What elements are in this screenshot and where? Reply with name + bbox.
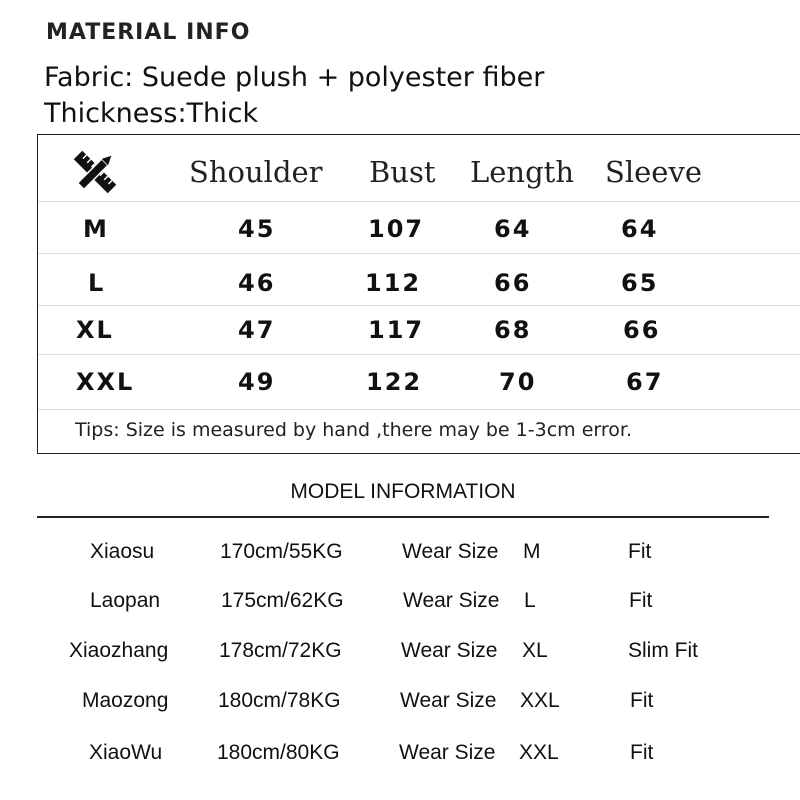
model-wear-size: XXL <box>520 689 560 712</box>
model-name: XiaoWu <box>89 741 163 764</box>
model-wear-size: XXL <box>519 741 559 764</box>
length-value: 64 <box>494 215 532 243</box>
model-stats: 180cm/80KG <box>217 741 340 764</box>
wear-size-label: Wear Size <box>402 540 499 563</box>
row-divider <box>38 354 800 355</box>
model-fit: Fit <box>629 589 653 612</box>
thickness-line: Thickness:Thick <box>44 98 259 129</box>
fabric-line: Fabric: Suede plush + polyester fiber <box>44 62 545 93</box>
wear-size-label: Wear Size <box>401 639 498 662</box>
shoulder-value: 46 <box>238 269 276 297</box>
material-info-title: MATERIAL INFO <box>46 20 251 45</box>
length-value: 66 <box>494 269 532 297</box>
sleeve-value: 65 <box>621 269 659 297</box>
row-divider <box>38 305 800 306</box>
row-divider <box>38 253 800 254</box>
model-name: Xiaozhang <box>69 639 169 662</box>
size-label: M <box>83 215 109 243</box>
model-info-title: MODEL INFORMATION <box>290 480 516 503</box>
model-fit: Fit <box>630 741 654 764</box>
ruler-pencil-icon <box>72 149 118 195</box>
model-name: Maozong <box>82 689 169 712</box>
model-fit: Fit <box>630 689 654 712</box>
header-sleeve: Sleeve <box>605 155 703 189</box>
sleeve-value: 64 <box>621 215 659 243</box>
model-name: Xiaosu <box>90 540 155 563</box>
model-wear-size: XL <box>522 639 548 662</box>
row-divider <box>38 409 800 410</box>
length-value: 68 <box>494 316 532 344</box>
header-length: Length <box>470 155 574 189</box>
sleeve-value: 67 <box>626 368 664 396</box>
measurement-tips: Tips: Size is measured by hand ,there may be 1-3cm error. <box>75 419 632 441</box>
bust-value: 122 <box>366 368 423 396</box>
header-shoulder: Shoulder <box>189 155 323 189</box>
shoulder-value: 49 <box>238 368 276 396</box>
size-label: XXL <box>76 368 135 396</box>
bust-value: 107 <box>368 215 425 243</box>
shoulder-value: 45 <box>238 215 276 243</box>
model-wear-size: L <box>524 589 536 612</box>
model-fit: Fit <box>628 540 652 563</box>
row-divider <box>38 201 800 202</box>
wear-size-label: Wear Size <box>400 689 497 712</box>
wear-size-label: Wear Size <box>403 589 500 612</box>
size-label: XL <box>76 316 114 344</box>
length-value: 70 <box>499 368 537 396</box>
model-fit: Slim Fit <box>628 639 698 662</box>
size-chart-table <box>37 134 800 454</box>
model-wear-size: M <box>523 540 541 563</box>
model-stats: 178cm/72KG <box>219 639 342 662</box>
model-name: Laopan <box>90 589 161 612</box>
wear-size-label: Wear Size <box>399 741 496 764</box>
header-bust: Bust <box>369 155 436 189</box>
model-stats: 175cm/62KG <box>221 589 344 612</box>
size-label: L <box>88 269 106 297</box>
model-stats: 180cm/78KG <box>218 689 341 712</box>
model-divider <box>37 516 769 518</box>
bust-value: 117 <box>368 316 425 344</box>
bust-value: 112 <box>365 269 422 297</box>
sleeve-value: 66 <box>623 316 661 344</box>
model-stats: 170cm/55KG <box>220 540 343 563</box>
shoulder-value: 47 <box>238 316 276 344</box>
